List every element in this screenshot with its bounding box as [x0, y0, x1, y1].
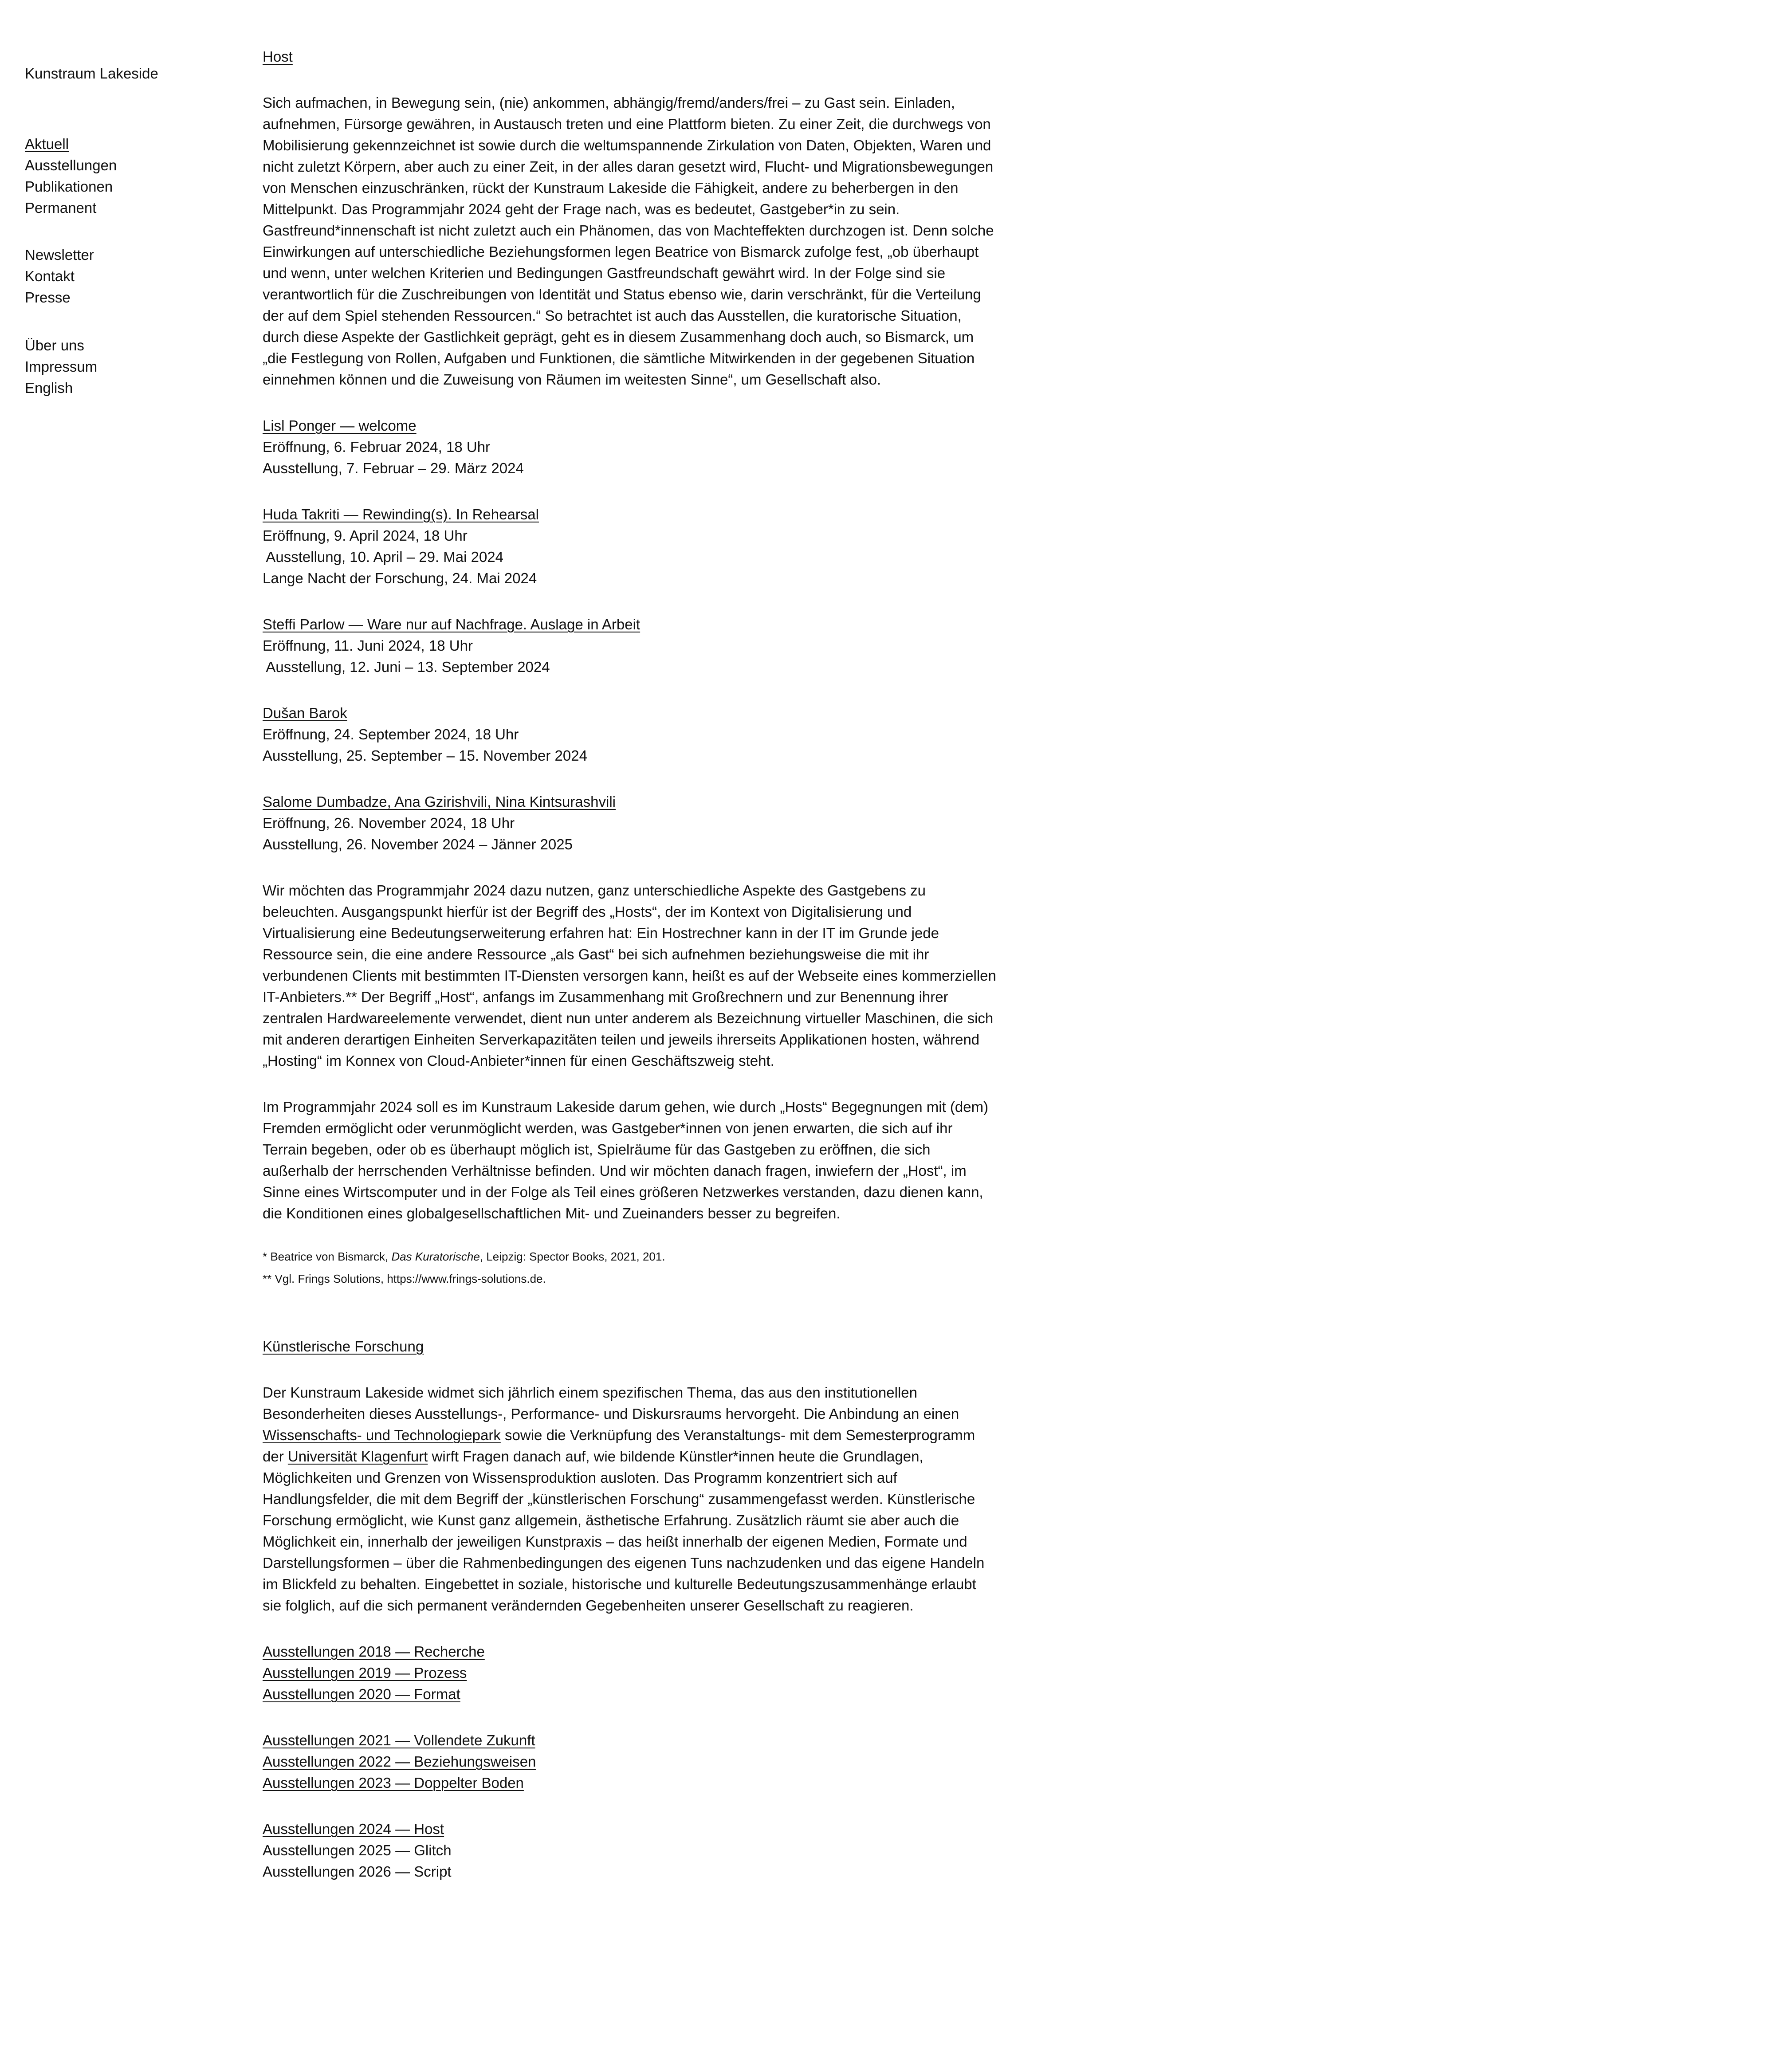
exhibition-title-link[interactable]: Salome Dumbadze, Ana Gzirishvili, Nina Kintsurashvili	[263, 793, 616, 810]
nav-item-aktuell[interactable]: Aktuell	[25, 136, 69, 152]
exhibition-dates: Ausstellung, 10. April – 29. Mai 2024	[263, 549, 504, 565]
host-intro-paragraph: Sich aufmachen, in Bewegung sein, (nie) ankommen, abhängig/fremd/anders/frei – zu Gast sein. Einladen, aufnehmen, Fürsorge gewähren, in Austausch treten und eine Plattform bieten. Zu einer Zeit, die durchwegs von Mobilisierung gekennzeichnet ist sowie durch die weltumspannende Zirkulation von Daten, Objekten, Waren und nicht zuletzt Körpern, aber auch zu einer Zeit, in der alles daran gesetzt wird, Flucht- und Migrationsbewegungen von Menschen einzuschränken, rückt der Kunstraum Lakeside die Fähigkeit, andere zu beherbergen in den Mittelpunkt. Das Programmjahr 2024 geht der Frage nach, was es bedeutet, Gastgeber*in zu sein. Gastfreund*innenschaft ist nicht zuletzt auch ein Phänomen, das von Machteffekten durchzogen ist. Denn solche Einwirkungen auf unterschiedliche Beziehungsformen legen Beatrice von Bismarck zufolge fest, „ob überhaupt und wenn, unter welchen Kriterien und Bedingungen Gastfreundschaft gewährt wird. In der Folge sind sie verantwortlich für die Zuschreibungen von Identität und Status ebenso wie, darin verschränkt, für die Verteilung der auf dem Spiel stehenden Ressourcen.“ So betrachtet ist auch das Ausstellen, die kuratorische Situation, durch diese Aspekte der Gastlichkeit geprägt, geht es in diesem Zusammenhang doch auch, so Bismarck, um „die Festlegung von Rollen, Aufgaben und Funktionen, die sämtliche Mitwirkenden in der gegebenen Situation einnehmen können und die Zuweisung von Räumen im weitesten Sinne“, um Gesellschaft also.	[263, 94, 994, 388]
exhibition-title-link[interactable]: Dušan Barok	[263, 705, 347, 721]
year-2025: Ausstellungen 2025 — Glitch	[263, 1842, 452, 1858]
year-link-2018[interactable]: Ausstellungen 2018 — Recherche	[263, 1643, 485, 1660]
nav-item-impressum[interactable]: Impressum	[25, 358, 98, 375]
exhibition-dates: Ausstellung, 12. Juni – 13. September 2024	[263, 659, 550, 675]
exhibition-entry	[263, 614, 999, 678]
host-paragraph-2: Wir möchten das Programmjahr 2024 dazu nutzen, ganz unterschiedliche Aspekte des Gastgebens zu beleuchten. Ausgangspunkt hierfür ist der Begriff des „Hosts“, der im Kontext von Digitalisierung und Virtualisierung eine Bedeutungserweiterung erfahren hat: Ein Hostrechner kann in der IT im Grunde jede Ressource sein, die eine andere Ressource „als Gast“ bei sich aufnehmen beziehungsweise die mit ihr verbundenen Clients mit bestimmten IT-Diensten versorgen kann, heißt es auf der Webseite eines kommerziellen IT-Anbieters.** Der Begriff „Host“, anfangs im Zusammenhang mit Großrechnern und zur Benennung ihrer zentralen Hardwareelemente verwendet, dient nun unter anderem als Bezeichnung virtueller Maschinen, die sich mit anderen derartigen Einheiten Serverkapazitäten teilen und jeweils ihrerseits Applikationen hosten, während „Hosting“ im Konnex von Cloud-Anbieter*innen für einen Geschäftszweig steht.	[263, 882, 996, 1069]
nav-item-kontakt[interactable]: Kontakt	[25, 268, 75, 284]
exhibition-dates: Ausstellung, 7. Februar – 29. März 2024	[263, 460, 524, 476]
years-group-1	[263, 1641, 999, 1705]
year-link-2021[interactable]: Ausstellungen 2021 — Vollendete Zukunft	[263, 1732, 535, 1748]
exhibition-title-link[interactable]: Huda Takriti — Rewinding(s). In Rehearsal	[263, 506, 539, 522]
year-link-2019[interactable]: Ausstellungen 2019 — Prozess	[263, 1665, 467, 1681]
tech-park-link[interactable]: Wissenschafts- und Technologiepark	[263, 1427, 501, 1443]
research-text-2: sowie die Verknüpfung des Veranstaltungs- mit dem Semesterprogramm der	[263, 1427, 975, 1465]
year-link-2023[interactable]: Ausstellungen 2023 — Doppelter Boden	[263, 1775, 524, 1791]
years-group-3	[263, 1818, 999, 1882]
nav-item-newsletter[interactable]: Newsletter	[25, 247, 94, 263]
university-link[interactable]: Universität Klagenfurt	[287, 1448, 428, 1465]
footnote-1-book-title: Das Kuratorische	[391, 1250, 480, 1263]
year-link-2020[interactable]: Ausstellungen 2020 — Format	[263, 1686, 460, 1702]
nav-item-english[interactable]: English	[25, 380, 73, 396]
exhibition-entry	[263, 504, 999, 589]
research-text-3: wirft Fragen danach auf, wie bildende Künstler*innen heute die Grundlagen, Möglichkeiten und Grenzen von Wissensproduktion ausloten. Das Programm konzentriert sich auf Handlungsfelder, die mit dem Begriff der „künstlerischen Forschung“ zusammengefasst werden. Künstlerische Forschung ermöglicht, wie Kunst ganz allgemein, ästhetische Erfahrung. Zusätzlich räumt sie aber auch die Möglichkeit ein, innerhalb der jeweiligen Kunstpraxis – das heißt innerhalb der eigenen Medien, Formate und Darstellungsformen – über die Rahmenbedingungen des eigenen Tuns nachzudenken und das eigene Handeln im Blickfeld zu behalten. Eingebettet in soziale, historische und kulturelle Bedeutungszusammenhänge erlaubt sie folglich, auf die sich permanent verändernden Gegebenheiten unserer Gesellschaft zu reagieren.	[263, 1448, 985, 1614]
exhibition-opening: Eröffnung, 24. September 2024, 18 Uhr	[263, 726, 519, 742]
footnote-1	[263, 1245, 999, 1268]
exhibition-opening: Eröffnung, 11. Juni 2024, 18 Uhr	[263, 637, 473, 654]
exhibition-entry	[263, 791, 999, 855]
main-content	[263, 46, 999, 1882]
years-group-2	[263, 1730, 999, 1794]
exhibition-dates: Ausstellung, 25. September – 15. November 2024	[263, 747, 587, 764]
secondary-nav	[25, 244, 229, 308]
exhibition-title-link[interactable]: Steffi Parlow — Ware nur auf Nachfrage. Auslage in Arbeit	[263, 616, 641, 632]
primary-nav	[25, 134, 229, 219]
site-title[interactable]: Kunstraum Lakeside	[25, 65, 158, 82]
nav-item-ausstellungen[interactable]: Ausstellungen	[25, 157, 117, 173]
exhibition-event: Lange Nacht der Forschung, 24. Mai 2024	[263, 570, 537, 586]
year-2026: Ausstellungen 2026 — Script	[263, 1863, 452, 1880]
nav-item-presse[interactable]: Presse	[25, 289, 71, 306]
exhibition-dates: Ausstellung, 26. November 2024 – Jänner 2025	[263, 836, 573, 852]
exhibition-opening: Eröffnung, 6. Februar 2024, 18 Uhr	[263, 439, 491, 455]
year-link-2022[interactable]: Ausstellungen 2022 — Beziehungsweisen	[263, 1753, 536, 1770]
tertiary-nav	[25, 335, 229, 399]
research-paragraph	[263, 1382, 999, 1616]
footnote-1-suffix: , Leipzig: Spector Books, 2021, 201.	[479, 1250, 665, 1263]
exhibition-entry	[263, 415, 999, 479]
host-paragraph-3: Im Programmjahr 2024 soll es im Kunstraum Lakeside darum gehen, wie durch „Hosts“ Begegnungen mit (dem) Fremden ermöglicht oder verunmöglicht werden, was Gastgeber*innen von jenen erwarten, die sich auf ihr Terrain begeben, oder ob es überhaupt möglich ist, Spielräume für das Gastgeben zu eröffnen, die sich außerhalb der herrschenden Verhältnisse befinden. Und wir möchten danach fragen, inwiefern der „Host“, im Sinne eines Wirtscomputer und in der Folge als Teil eines größeren Netzwerkes verstanden, dazu dienen kann, die Konditionen eines globalgesellschaftlichen Mit- und Zueinanders besser zu begreifen.	[263, 1099, 989, 1221]
research-text-1: Der Kunstraum Lakeside widmet sich jährlich einem spezifischen Thema, das aus den institutionellen Besonderheiten dieses Ausstellungs-, Performance- und Diskursraums hervorgeht. Die Anbindung an einen	[263, 1384, 959, 1422]
exhibition-opening: Eröffnung, 9. April 2024, 18 Uhr	[263, 527, 468, 544]
nav-item-publikationen[interactable]: Publikationen	[25, 178, 113, 195]
nav-item-permanent[interactable]: Permanent	[25, 200, 97, 216]
year-link-2024[interactable]: Ausstellungen 2024 — Host	[263, 1821, 444, 1837]
footnote-2: ** Vgl. Frings Solutions, https://www.frings-solutions.de.	[263, 1272, 546, 1285]
exhibition-entry	[263, 703, 999, 766]
footnote-1-prefix: * Beatrice von Bismarck,	[263, 1250, 392, 1263]
exhibition-title-link[interactable]: Lisl Ponger — welcome	[263, 417, 417, 434]
nav-item-ueber-uns[interactable]: Über uns	[25, 337, 84, 353]
host-heading-link[interactable]: Host	[263, 48, 293, 65]
research-heading-link[interactable]: Künstlerische Forschung	[263, 1338, 424, 1355]
exhibition-opening: Eröffnung, 26. November 2024, 18 Uhr	[263, 815, 515, 831]
